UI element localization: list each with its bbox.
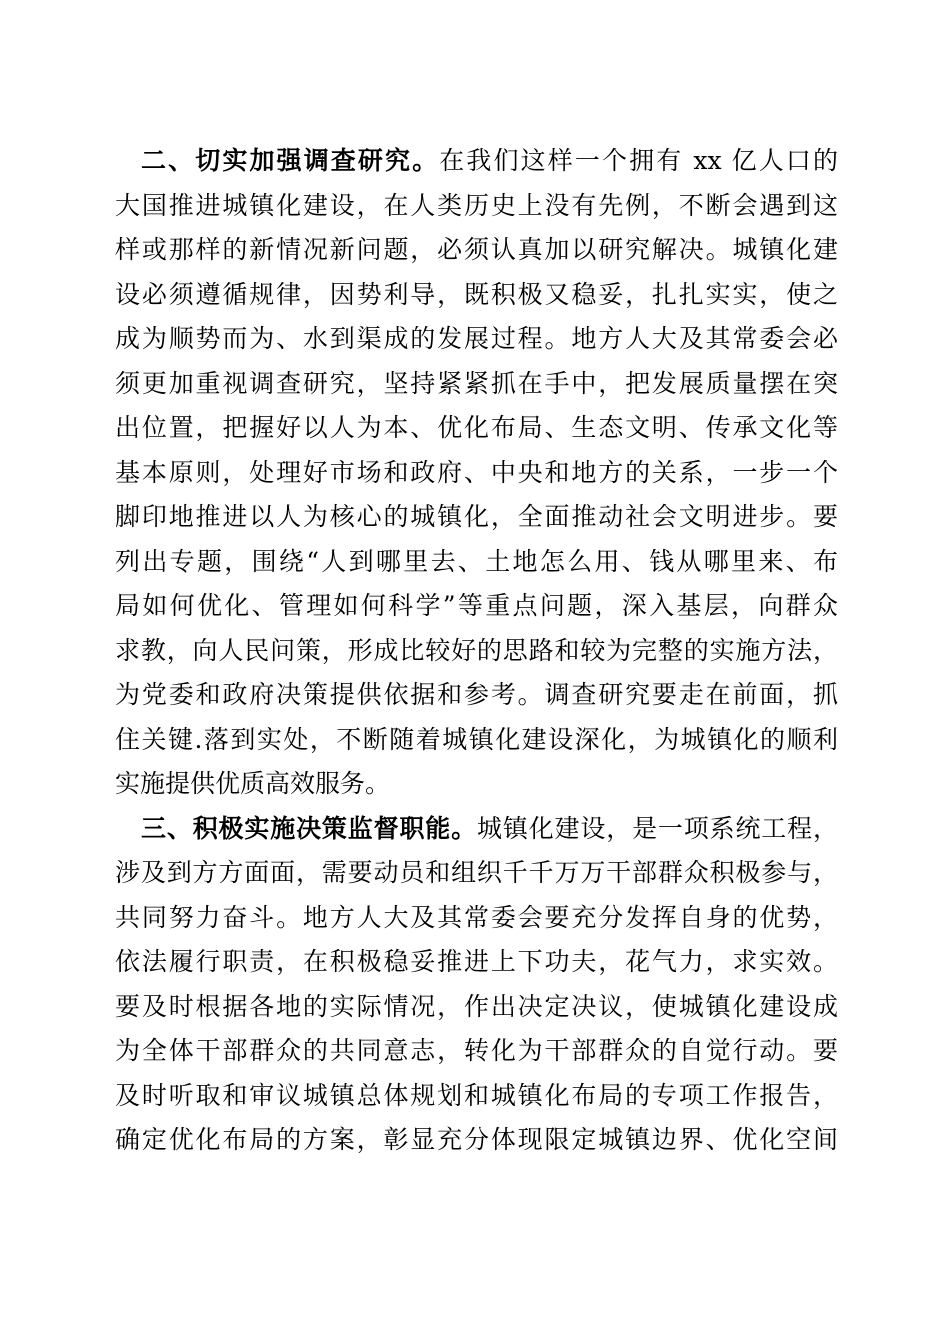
text-line — [115, 762, 838, 807]
line-text: 城镇化建设，是一项系统工程， — [477, 813, 838, 843]
line-text: 及时听取和审议城镇总体规划和城镇化布局的专项工作报告， — [115, 1080, 838, 1110]
text-line — [115, 1118, 838, 1163]
text-line — [115, 540, 838, 585]
line-text: 为党委和政府决策提供依据和参考。调查研究要走在前面，抓 — [115, 680, 838, 709]
document-body — [115, 139, 838, 1163]
text-line — [115, 940, 838, 985]
text-line — [115, 851, 838, 896]
section-heading: 三、积极实施决策监督职能。 — [141, 813, 477, 843]
heading-line — [115, 139, 838, 184]
line-text: 须更加重视调查研究，坚持紧紧抓在手中，把发展质量摆在突 — [115, 368, 838, 398]
line-text: 样或那样的新情况新问题，必须认真加以研究解决。城镇化建 — [115, 235, 838, 264]
line-text: 列出专题，围绕“人到哪里去、土地怎么用、钱从哪里来、布 — [115, 546, 838, 576]
line-text: 共同努力奋斗。地方人大及其常委会要充分发挥自身的优势， — [115, 902, 838, 932]
text-line — [115, 1074, 838, 1119]
text-line — [115, 362, 838, 407]
line-text: 涉及到方方面面，需要动员和组织千千万万干部群众积极参与， — [115, 858, 838, 887]
line-text: 要及时根据各地的实际情况，作出决定决议，使城镇化建设成 — [115, 991, 838, 1021]
text-line — [115, 406, 838, 451]
text-line — [115, 184, 838, 229]
line-text: 脚印地推进以人为核心的城镇化，全面推动社会文明进步。要 — [115, 502, 838, 531]
text-line — [115, 584, 838, 629]
section-heading: 二、切实加强调查研究。 — [141, 146, 440, 175]
line-text: 求教，向人民问策，形成比较好的思路和较为完整的实施方法， — [115, 635, 838, 665]
line-text: 局如何优化、管理如何科学”等重点问题，深入基层，向群众 — [115, 591, 838, 620]
line-text: 在我们这样一个拥有 xx 亿人口的 — [439, 146, 838, 175]
text-line — [115, 673, 838, 718]
text-line — [115, 985, 838, 1030]
text-line — [115, 273, 838, 318]
line-text: 依法履行职责，在积极稳妥推进上下功夫，花气力，求实效。 — [115, 947, 838, 976]
line-text: 大国推进城镇化建设，在人类历史上没有先例，不断会遇到这 — [115, 190, 838, 220]
text-line — [115, 629, 838, 674]
line-text: 成为顺势而为、水到渠成的发展过程。地方人大及其常委会必 — [115, 324, 838, 353]
text-line — [115, 896, 838, 941]
text-line — [115, 451, 838, 496]
text-line — [115, 718, 838, 763]
line-text: 住关键.落到实处，不断随着城镇化建设深化，为城镇化的顺利 — [115, 724, 838, 754]
text-line — [115, 317, 838, 362]
line-text: 确定优化布局的方案，彰显充分体现限定城镇边界、优化空间 — [115, 1125, 838, 1154]
line-text: 出位置，把握好以人为本、优化布局、生态文明、传承文化等 — [115, 413, 838, 442]
line-text: 实施提供优质高效服务。 — [115, 769, 391, 798]
text-line — [115, 495, 838, 540]
text-line — [115, 1029, 838, 1074]
heading-line — [115, 807, 838, 852]
line-text: 设必须遵循规律，因势利导，既积极又稳妥，扎扎实实，使之 — [115, 279, 838, 309]
text-line — [115, 228, 838, 273]
line-text: 基本原则，处理好市场和政府、中央和地方的关系，一步一个 — [115, 457, 838, 487]
line-text: 为全体干部群众的共同意志，转化为干部群众的自觉行动。要 — [115, 1036, 838, 1065]
